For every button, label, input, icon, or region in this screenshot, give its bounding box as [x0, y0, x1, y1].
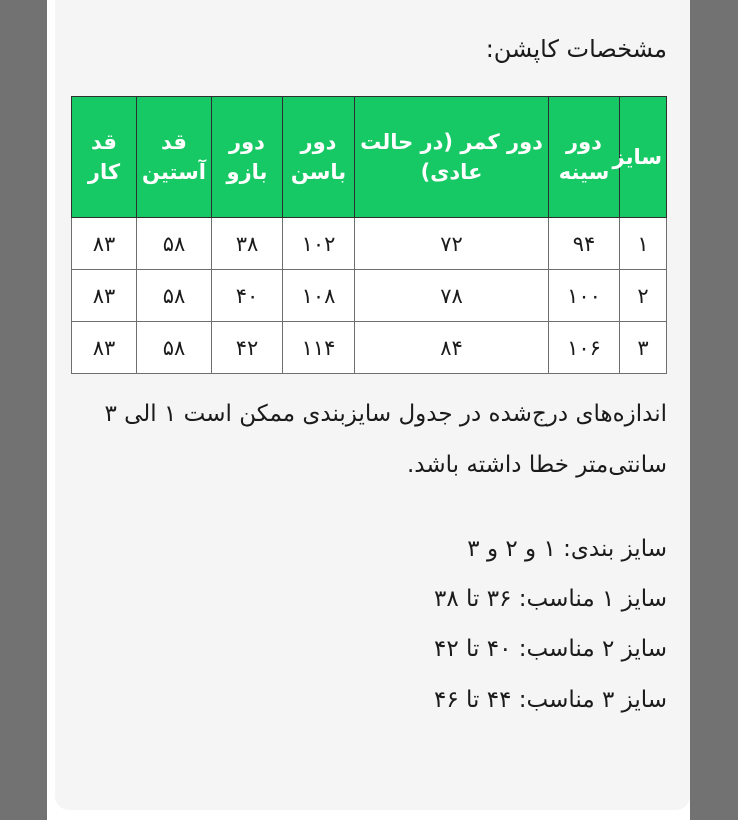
content-inner [72, 0, 667, 725]
column-header-garment-length: قد کار [72, 97, 137, 218]
measurement-tolerance-note: اندازه‌های درج‌شده در جدول سایزبندی ممکن است ۱ الی ۳ سانتی‌متر خطا داشته باشد. [104, 401, 667, 478]
page-title: مشخصات کاپشن: [485, 35, 667, 63]
column-header-arm: دور بازو [212, 97, 283, 218]
table-header-row [72, 97, 667, 218]
sizing-guide-list [72, 490, 667, 725]
cell-chest: ۹۴ [549, 218, 620, 270]
cell-garment-length: ۸۳ [72, 322, 137, 374]
cell-size: ۲ [620, 270, 667, 322]
cell-waist: ۸۴ [355, 322, 549, 374]
size-chart-body [72, 218, 667, 374]
sizing-guide-available-sizes: سایز بندی: ۱ و ۲ و ۳ [467, 536, 667, 563]
cell-chest: ۱۰۶ [549, 322, 620, 374]
sizing-guide-size-1: سایز ۱ مناسب: ۳۶ تا ۳۸ [433, 586, 667, 613]
cell-arm: ۳۸ [212, 218, 283, 270]
cell-garment-length: ۸۳ [72, 270, 137, 322]
column-header-sleeve-length: قد آستین [137, 97, 212, 218]
content-panel [55, 0, 690, 810]
cell-hip: ۱۱۴ [283, 322, 355, 374]
cell-garment-length: ۸۳ [72, 218, 137, 270]
cell-sleeve-length: ۵۸ [137, 322, 212, 374]
cell-waist: ۷۲ [355, 218, 549, 270]
cell-size: ۱ [620, 218, 667, 270]
size-chart-table [71, 96, 667, 374]
table-row [72, 270, 667, 322]
cell-size: ۳ [620, 322, 667, 374]
cell-arm: ۴۲ [212, 322, 283, 374]
right-edge-band [690, 0, 738, 820]
column-header-hip: دور باسن [283, 97, 355, 218]
sizing-guide-size-3: سایز ۳ مناسب: ۴۴ تا ۴۶ [433, 686, 667, 713]
column-header-chest: دور سینه [549, 97, 620, 218]
cell-waist: ۷۸ [355, 270, 549, 322]
column-header-size: سایز [620, 97, 667, 218]
cell-hip: ۱۰۲ [283, 218, 355, 270]
column-header-waist: دور کمر (در حالت عادی) [355, 97, 549, 218]
cell-sleeve-length: ۵۸ [137, 270, 212, 322]
left-edge-band [0, 0, 47, 820]
table-row [72, 218, 667, 270]
cell-hip: ۱۰۸ [283, 270, 355, 322]
cell-arm: ۴۰ [212, 270, 283, 322]
table-row [72, 322, 667, 374]
cell-chest: ۱۰۰ [549, 270, 620, 322]
sizing-guide-size-2: سایز ۲ مناسب: ۴۰ تا ۴۲ [433, 636, 667, 663]
cell-sleeve-length: ۵۸ [137, 218, 212, 270]
size-chart-header [72, 97, 667, 218]
